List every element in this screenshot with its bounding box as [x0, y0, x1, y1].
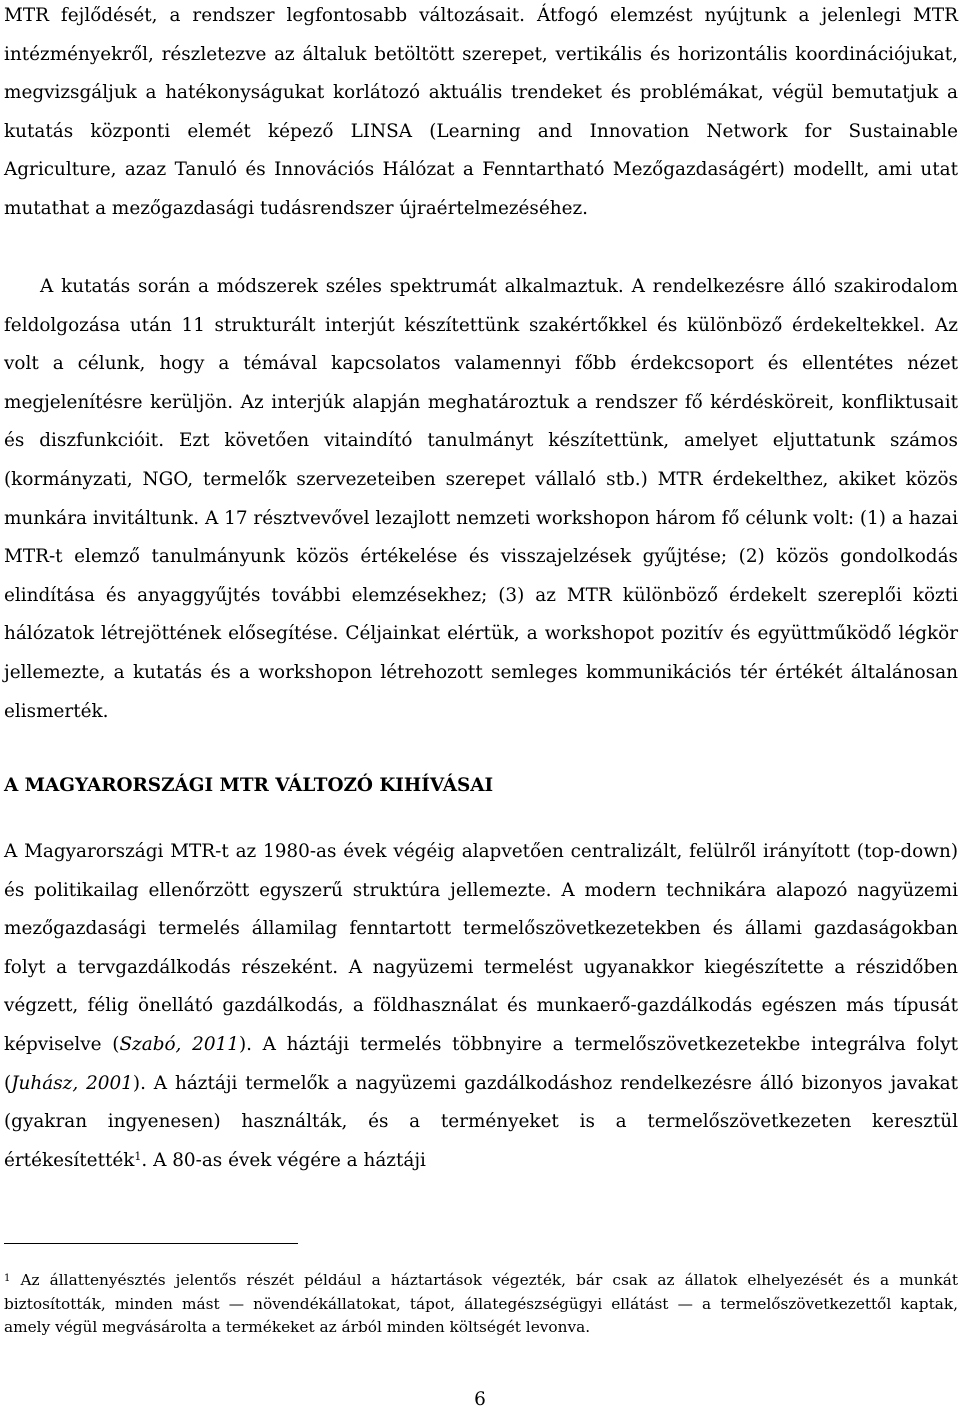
paragraph-methods: [4, 268, 958, 731]
paragraph-intro-text: MTR fejlődését, a rendszer legfontosabb változásait. Átfogó elemzést nyújtunk a jelenlegi MTR intézményekről, részletezve az általuk betöltött szerepet, vertikális és horizontális koordinációjukat, megvizsgáljuk a hatékonyságukat korlátozó aktuális trendeket és problémákat, végül bemutatjuk a kutatás központi elemét képező LINSA (Learning and Innovation Network for Sustainable Agriculture, azaz Tanuló és Innovációs Hálózat a Fenntartható Mezőgazdaságért) modellt, ami utat mutathat a mezőgazdasági tudásrendszer újraértelmezéséhez.: [4, 5, 958, 219]
paragraph-section: [4, 833, 958, 1180]
section-heading: A MAGYARORSZÁGI MTR VÁLTOZÓ KIHÍVÁSAI: [4, 775, 494, 796]
citation-szabo: Szabó, 2011: [119, 1033, 239, 1055]
section-text-part2: ). A háztáji termelés többnyire a termelőszövetkezetekbe integrálva folyt (: [4, 1033, 959, 1094]
section-text-part1: A Magyarországi MTR-t az 1980-as évek végéig alapvetően centralizált, felülről irányított (top-down) és politikailag ellenőrzött egyszerű struktúra jellemezte. A modern technikára alapozó nagyüzemi mezőgazdasági termelés államilag fenntartott termelőszövetkezetekben és állami gazdaságokban folyt a tervgazdálkodás részeként. A nagyüzemi termelést ugyanakkor kiegészítette a részidőben végzett, félig önellátó gazdálkodás, a földhasználat és munkaerő-gazdálkodás egészen más típusát képviselve (: [4, 841, 958, 1055]
paragraph-section-text: [4, 833, 958, 1180]
footnote: [4, 1269, 958, 1340]
footnote-reference[interactable]: 1: [134, 1149, 142, 1163]
footnote-text-line: [4, 1269, 958, 1340]
paragraph-methods-text: A kutatás során a módszerek széles spektrumát alkalmaztuk. A rendelkezésre álló szakirodalom feldolgozása után 11 strukturált interjút készítettünk szakértőkkel és különböző érdekeltekkel. Az volt a célunk, hogy a témával kapcsolatos valamennyi főbb érdekcsoport és ellentétes nézet megjelenítésre kerüljön. Az interjúk alapján meghatároztuk a rendszer fő kérdésköreit, konfliktusait és diszfunkcióit. Ezt követően vitaindító tanulmányt készítettünk, amelyet eljuttatunk számos (kormányzati, NGO, termelők szervezeteiben szerepet vállaló stb.) MTR érdekelthez, akiket közös munkára invitáltunk. A 17 résztvevővel lezajlott nemzeti workshopon három fő célunk volt: (1) a hazai MTR-t elemző tanulmányunk közös értékelése és visszajelzések gyűjtése; (2) közös gondolkodás elindítása és anyaggyűjtés további elemzésekhez; (3) az MTR különböző érdekelt szereplői közti hálózatok létrejöttének elősegítése. Céljainkat elértük, a workshopot pozitív és együttműködő légkör jellemezte, a kutatás és a workshopon létrehozott semleges kommunikációs tér értékét általánosan elismerték.: [4, 276, 958, 722]
section-text-part3: ). A háztáji termelők a nagyüzemi gazdálkodáshoz rendelkezésre álló bizonyos javakat (gyakran ingyenesen) használták, és a terményeket is a termelőszövetkezeten keresztül értékesítették: [4, 1072, 958, 1171]
paragraph-intro: [4, 0, 958, 229]
footnote-text: Az állattenyésztés jelentős részét például a háztartások végezték, bár csak az állatok elhelyezését és a munkát biztosították, minden mást — növendékállatokat, tápot, állategészségügyi ellátást — a termelőszövetkezettől kaptak, amely végül megvásárolta a termékeket az árból minden költségét levonva.: [4, 1271, 958, 1336]
section-text-part4: . A 80-as évek végére a háztáji: [141, 1149, 426, 1171]
footnote-separator: [4, 1243, 298, 1244]
footnote-marker: 1: [4, 1273, 11, 1284]
page-number: 6: [474, 1389, 486, 1410]
citation-juhasz: Juhász, 2001: [11, 1072, 133, 1094]
